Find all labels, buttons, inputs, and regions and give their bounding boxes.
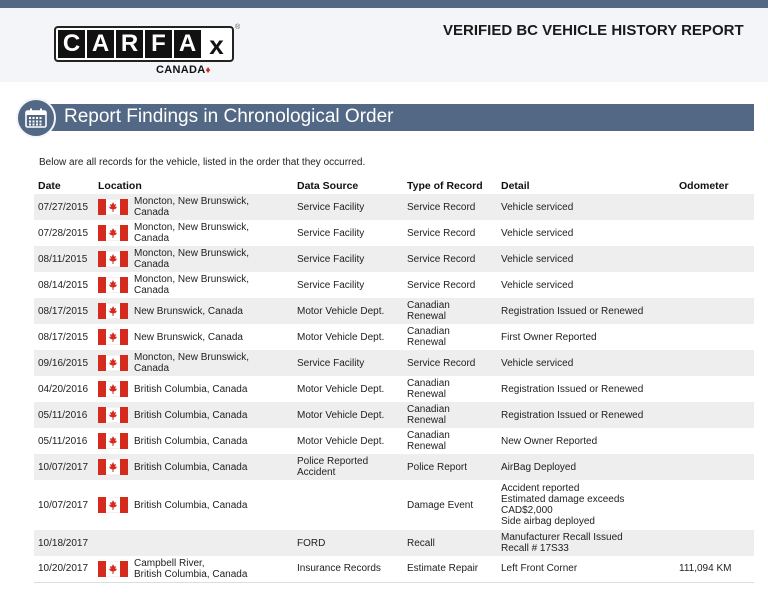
- cell-type-of-record: Police Report: [407, 461, 468, 473]
- cell-date: 05/11/2016: [38, 435, 88, 447]
- cell-date: 04/20/2016: [38, 383, 89, 395]
- location-text: British Columbia, Canada: [134, 461, 248, 473]
- cell-location: [94, 454, 293, 480]
- table-row: [34, 402, 754, 428]
- table-row: [34, 480, 754, 530]
- cell-data-source: Motor Vehicle Dept.: [297, 435, 385, 447]
- logo-letter: F: [145, 30, 172, 58]
- cell-data-source: Service Facility: [297, 253, 365, 265]
- table-header-row: [34, 180, 754, 194]
- table-row: [34, 350, 754, 376]
- cell-date: 09/16/2015: [38, 357, 89, 369]
- cell-data-source: Insurance Records: [293, 556, 403, 582]
- calendar-icon: [16, 98, 56, 138]
- cell-location: [94, 272, 293, 298]
- column-header-data-source: Data Source: [297, 180, 359, 192]
- location-text: British Columbia, Canada: [134, 383, 248, 395]
- cell-type-of-record: Canadian Renewal: [407, 404, 450, 426]
- cell-type-of-record: Estimate Repair: [403, 556, 497, 582]
- table-row: [34, 530, 754, 556]
- cell-date: 10/07/2017: [38, 461, 89, 473]
- table-body: [34, 194, 754, 582]
- cell-odometer: [675, 428, 754, 454]
- cell-detail: First Owner Reported: [501, 331, 597, 343]
- cell-location: [94, 480, 293, 530]
- logo-letter: A: [174, 30, 201, 58]
- cell-date: 10/07/2017: [38, 499, 89, 511]
- canada-flag-icon: [98, 459, 128, 475]
- location-wrap: [98, 303, 289, 319]
- cell-detail: Vehicle serviced: [501, 357, 574, 369]
- location-text: New Brunswick, Canada: [134, 305, 243, 317]
- location-wrap: [98, 196, 289, 218]
- report-header: [0, 8, 768, 82]
- cell-detail: Vehicle serviced: [501, 253, 574, 265]
- logo-letter: C: [58, 30, 85, 58]
- cell-date: 05/11/2016: [38, 409, 88, 421]
- canada-flag-icon: [98, 381, 128, 397]
- location-wrap: [98, 497, 289, 513]
- cell-date: 08/11/2015: [38, 253, 88, 265]
- cell-data-source: FORD: [297, 537, 326, 549]
- cell-detail: Manufacturer Recall Issued Recall # 17S33: [501, 532, 623, 554]
- logo-letter: A: [87, 30, 114, 58]
- cell-detail: Left Front Corner: [497, 556, 675, 582]
- logo-letter: R: [116, 30, 143, 58]
- table-row: [34, 298, 754, 324]
- canada-flag-icon: [98, 355, 128, 371]
- cell-detail: AirBag Deployed: [501, 461, 577, 473]
- logo-wordmark: [54, 26, 234, 62]
- cell-date: 08/17/2015: [38, 305, 89, 317]
- cell-data-source: Service Facility: [297, 357, 365, 369]
- canada-flag-icon: [98, 497, 128, 513]
- top-accent-bar: [0, 0, 768, 8]
- table-row: [34, 272, 754, 298]
- logo-letter: x: [203, 30, 230, 58]
- location-text: Moncton, New Brunswick, Canada: [134, 274, 250, 296]
- location-text: Moncton, New Brunswick, Canada: [134, 352, 250, 374]
- canada-flag-icon: [98, 303, 128, 319]
- cell-detail: Vehicle serviced: [501, 279, 574, 291]
- registered-mark: ®: [235, 24, 241, 31]
- location-wrap: [98, 248, 289, 270]
- canada-flag-icon: [98, 199, 128, 215]
- cell-odometer: 111,094 KM: [675, 556, 754, 582]
- location-wrap: [98, 274, 289, 296]
- canada-flag-icon: [98, 329, 128, 345]
- cell-location: [94, 376, 293, 402]
- location-text: New Brunswick, Canada: [134, 331, 243, 343]
- canada-flag-icon: [98, 225, 128, 241]
- cell-detail: Registration Issued or Renewed: [501, 409, 644, 421]
- location-wrap: [98, 222, 289, 244]
- cell-type-of-record: Canadian Renewal: [407, 378, 450, 400]
- cell-odometer: [675, 376, 754, 402]
- location-wrap: [98, 329, 289, 345]
- cell-location: [94, 220, 293, 246]
- cell-date: 10/18/2017: [38, 537, 89, 549]
- cell-type-of-record: Canadian Renewal: [407, 300, 450, 322]
- maple-leaf-icon: ♦: [205, 65, 211, 76]
- cell-data-source: Service Facility: [297, 279, 365, 291]
- cell-data-source: Motor Vehicle Dept.: [297, 383, 385, 395]
- canada-flag-icon: [98, 407, 128, 423]
- cell-data-source: Motor Vehicle Dept.: [297, 331, 385, 343]
- cell-detail: Registration Issued or Renewed: [501, 383, 644, 395]
- column-header-detail: Detail: [501, 180, 530, 192]
- location-text: Campbell River, British Columbia, Canada: [134, 557, 248, 580]
- canada-flag-icon: [98, 433, 128, 449]
- column-header-location: Location: [98, 180, 142, 192]
- logo-country: [156, 64, 211, 76]
- cell-date: 08/14/2015: [38, 279, 89, 291]
- cell-type-of-record: Recall: [407, 537, 435, 549]
- cell-date: 10/20/2017: [34, 556, 94, 582]
- cell-location: [94, 556, 293, 582]
- canada-flag-icon: [98, 561, 128, 577]
- cell-type-of-record: Canadian Renewal: [407, 430, 450, 452]
- canada-flag-icon: [98, 277, 128, 293]
- cell-data-source: Motor Vehicle Dept.: [297, 409, 385, 421]
- cell-detail: Vehicle serviced: [501, 227, 574, 239]
- cell-odometer: [675, 402, 754, 428]
- cell-location: [94, 324, 293, 350]
- cell-date: 08/17/2015: [38, 331, 89, 343]
- cell-odometer: [675, 272, 754, 298]
- location-wrap: [98, 433, 289, 449]
- table-row: [34, 454, 754, 480]
- table-row: [34, 194, 754, 220]
- cell-data-source: Service Facility: [297, 201, 365, 213]
- cell-type-of-record: Service Record: [407, 201, 476, 213]
- cell-detail: Registration Issued or Renewed: [501, 305, 644, 317]
- cell-type-of-record: Service Record: [407, 253, 476, 265]
- location-text: British Columbia, Canada: [134, 499, 248, 511]
- cell-detail: New Owner Reported: [501, 435, 598, 447]
- location-text: Moncton, New Brunswick, Canada: [134, 196, 250, 218]
- cell-type-of-record: Service Record: [407, 227, 476, 239]
- cell-location: [94, 246, 293, 272]
- cell-detail: Vehicle serviced: [501, 201, 574, 213]
- location-text: British Columbia, Canada: [134, 409, 248, 421]
- logo-country-text: CANADA: [156, 64, 206, 76]
- intro-text: Below are all records for the vehicle, listed in the order that they occurred.: [39, 157, 366, 168]
- report-title: VERIFIED BC VEHICLE HISTORY REPORT: [443, 22, 744, 39]
- table-row: [34, 246, 754, 272]
- history-table: [34, 180, 754, 583]
- carfax-canada-logo: [54, 24, 241, 76]
- cell-data-source: [293, 480, 403, 530]
- section-title: Report Findings in Chronological Order: [64, 106, 394, 127]
- cell-odometer: [675, 480, 754, 530]
- location-text: Moncton, New Brunswick, Canada: [134, 222, 250, 244]
- cell-location: [94, 350, 293, 376]
- cell-data-source: Police Reported Accident: [297, 456, 369, 478]
- cell-date: 07/27/2015: [38, 201, 89, 213]
- cell-odometer: [675, 220, 754, 246]
- table-row: [34, 220, 754, 246]
- table-row: [34, 324, 754, 350]
- cell-location: [94, 194, 293, 220]
- cell-type-of-record: Service Record: [407, 357, 476, 369]
- cell-odometer: [675, 194, 754, 220]
- cell-detail: Accident reported Estimated damage exceeds CAD$2,000 Side airbag deployed: [501, 483, 625, 527]
- location-text: British Columbia, Canada: [134, 435, 248, 447]
- cell-data-source: Service Facility: [297, 227, 365, 239]
- cell-type-of-record: Service Record: [407, 279, 476, 291]
- column-header-type-of-record: Type of Record: [407, 180, 483, 192]
- location-wrap: [98, 407, 289, 423]
- cell-type-of-record: Damage Event: [407, 499, 474, 511]
- column-header-date: Date: [38, 180, 61, 192]
- table-row: [34, 428, 754, 454]
- cell-odometer: [675, 530, 754, 556]
- location-wrap: [98, 558, 289, 580]
- cell-odometer: [675, 454, 754, 480]
- cell-location: [94, 402, 293, 428]
- column-header-odometer: Odometer: [679, 180, 729, 192]
- cell-odometer: [675, 324, 754, 350]
- cell-data-source: Motor Vehicle Dept.: [297, 305, 385, 317]
- cell-location: [94, 530, 293, 556]
- cell-type-of-record: Canadian Renewal: [407, 326, 450, 348]
- cell-odometer: [675, 298, 754, 324]
- location-text: Moncton, New Brunswick, Canada: [134, 248, 250, 270]
- table-row: [34, 376, 754, 402]
- cell-odometer: [675, 350, 754, 376]
- cell-date: 07/28/2015: [38, 227, 89, 239]
- cell-location: [94, 428, 293, 454]
- location-wrap: [98, 381, 289, 397]
- location-wrap: [98, 352, 289, 374]
- canada-flag-icon: [98, 251, 128, 267]
- cell-location: [94, 298, 293, 324]
- table-row: [34, 556, 754, 582]
- cell-odometer: [675, 246, 754, 272]
- location-wrap: [98, 459, 289, 475]
